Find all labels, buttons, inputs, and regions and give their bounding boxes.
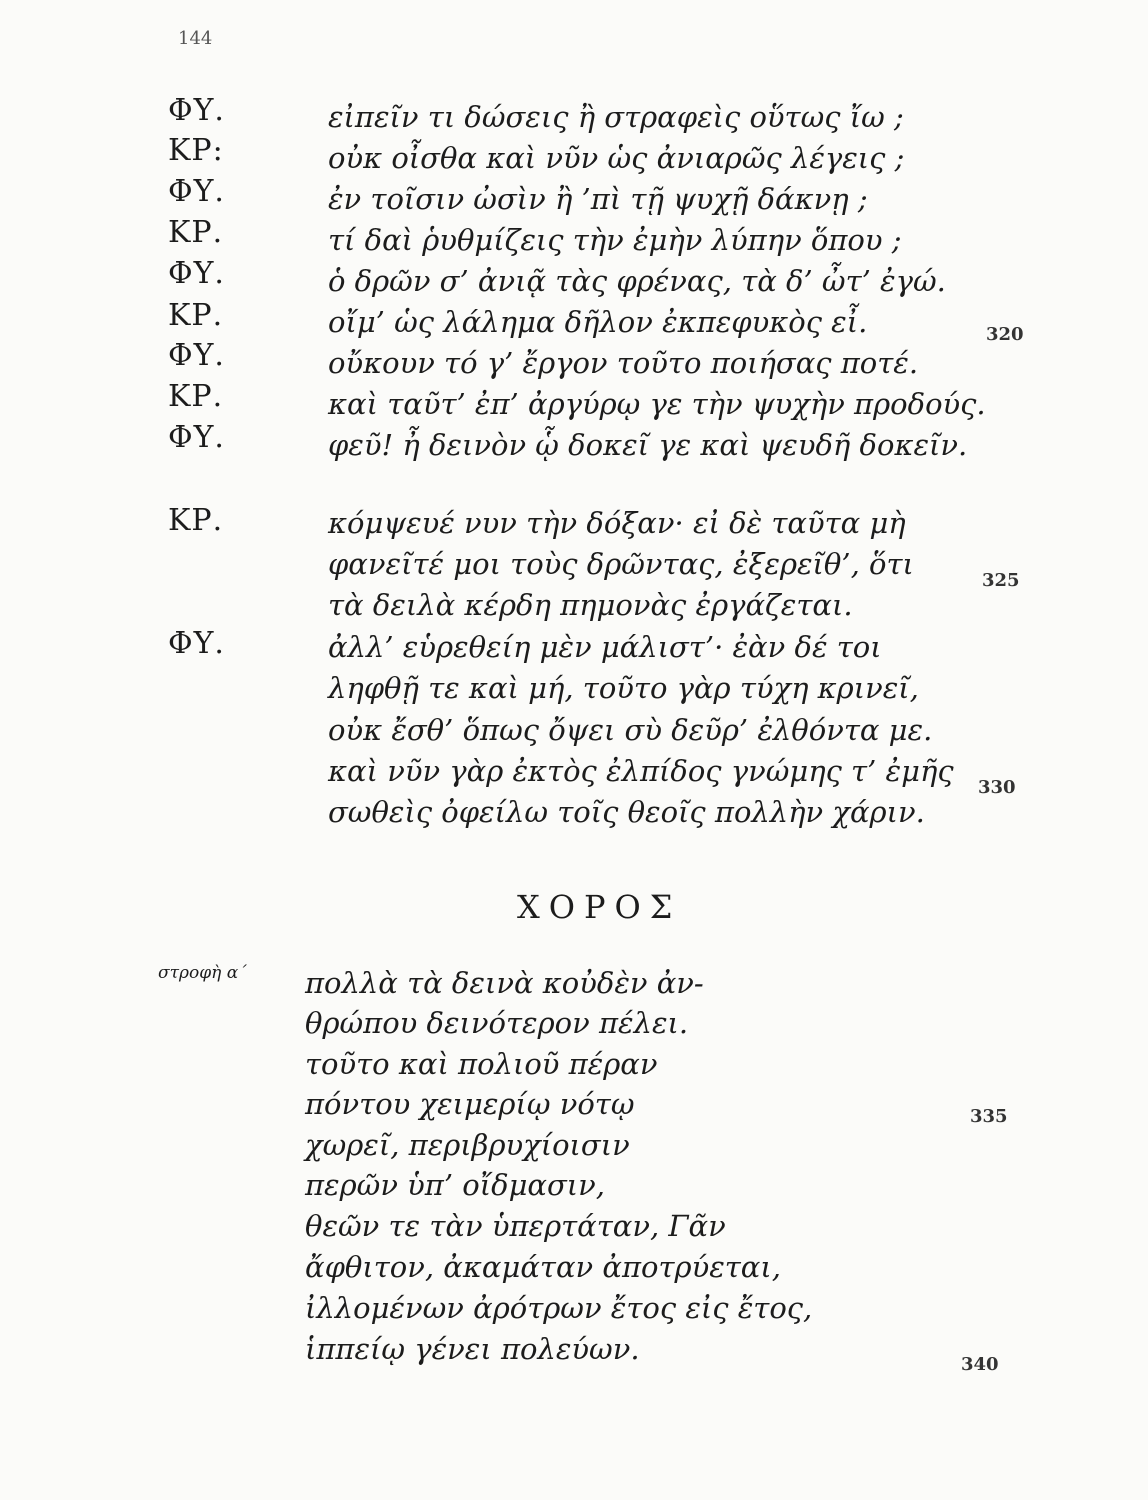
line-number: 330 (978, 777, 1016, 798)
speaker-label: ΚΡ: (168, 133, 224, 168)
chorus-line: θεῶν τε τὰν ὑπερτάταν, Γᾶν (305, 1209, 726, 1243)
chorus-line: ἄφθιτον, ἀκαμάταν ἀποτρύεται, (305, 1250, 781, 1284)
line-number: 325 (982, 570, 1020, 591)
verse-line: οἴμ’ ὡς λάλημα δῆλον ἐκπεφυκὸς εἶ. (328, 305, 868, 339)
line-number: 335 (970, 1106, 1008, 1127)
chorus-line: θρώπου δεινότερον πέλει. (305, 1006, 689, 1040)
page-number: 144 (178, 28, 213, 49)
verse-line: ληφθῇ τε καὶ μή, τοῦτο γὰρ τύχη κρινεῖ, (328, 671, 919, 705)
verse-line: καὶ ταῦτ’ ἐπ’ ἀργύρῳ γε τὴν ψυχὴν προδούς. (328, 387, 986, 421)
chorus-heading: ΧΟΡΟΣ (517, 888, 682, 926)
strophe-label: στροφὴ α΄ (158, 963, 247, 983)
chorus-line: ἰλλομένων ἀρότρων ἔτος εἰς ἔτος, (305, 1291, 813, 1325)
speaker-label: ΦΥ. (168, 256, 225, 291)
verse-line: εἰπεῖν τι δώσεις ἢ στραφεὶς οὕτως ἴω ; (328, 100, 904, 134)
verse-line: σωθεὶς ὀφείλω τοῖς θεοῖς πολλὴν χάριν. (328, 795, 925, 829)
verse-line: ἀλλ’ εὑρεθείη μὲν μάλιστ’· ἐὰν δέ τοι (328, 630, 882, 664)
speaker-label: ΚΡ. (168, 503, 224, 538)
speaker-label: ΚΡ. (168, 379, 224, 414)
verse-line: τὰ δειλὰ κέρδη πημονὰς ἐργάζεται. (328, 588, 853, 622)
verse-line: ἐν τοῖσιν ὠσὶν ἢ ’πὶ τῇ ψυχῇ δάκνῃ ; (328, 182, 868, 216)
verse-line: φεῦ! ἦ δεινὸν ᾧ δοκεῖ γε καὶ ψευδῆ δοκεῖν. (328, 428, 968, 462)
speaker-label: ΦΥ. (168, 338, 225, 373)
chorus-line: περῶν ὑπ’ οἴδμασιν, (305, 1168, 606, 1202)
chorus-line: χωρεῖ, περιβρυχίοισιν (305, 1128, 630, 1162)
speaker-label: ΦΥ. (168, 626, 225, 661)
verse-line: φανεῖτέ μοι τοὺς δρῶντας, ἐξερεῖθ’, ὅτι (328, 547, 914, 581)
chorus-line: πόντου χειμερίῳ νότῳ (305, 1087, 635, 1121)
verse-line: οὐκ οἶσθα καὶ νῦν ὡς ἀνιαρῶς λέγεις ; (328, 141, 905, 175)
verse-line: ὁ δρῶν σ’ ἀνιᾷ τὰς φρένας, τὰ δ’ ὦτ’ ἐγώ. (328, 264, 946, 298)
speaker-label: ΦΥ. (168, 420, 225, 455)
speaker-label: ΚΡ. (168, 298, 224, 333)
chorus-line: πολλὰ τὰ δεινὰ κοὐδὲν ἀν- (305, 966, 704, 1000)
line-number: 340 (961, 1354, 999, 1375)
chorus-line: ἱππείῳ γένει πολεύων. (305, 1332, 640, 1366)
verse-line: καὶ νῦν γὰρ ἐκτὸς ἐλπίδος γνώμης τ’ ἐμῆς (328, 754, 954, 788)
verse-line: οὐκ ἔσθ’ ὅπως ὄψει σὺ δεῦρ’ ἐλθόντα με. (328, 713, 933, 747)
line-number: 320 (986, 324, 1024, 345)
chorus-line: τοῦτο καὶ πολιοῦ πέραν (305, 1047, 658, 1081)
speaker-label: ΦΥ. (168, 174, 225, 209)
verse-line: τί δαὶ ῥυθμίζεις τὴν ἐμὴν λύπην ὅπου ; (328, 223, 902, 257)
verse-line: οὔκουν τό γ’ ἔργον τοῦτο ποιήσας ποτέ. (328, 346, 919, 380)
speaker-label: ΚΡ. (168, 215, 224, 250)
speaker-label: ΦΥ. (168, 93, 225, 128)
verse-line: κόμψευέ νυν τὴν δόξαν· εἰ δὲ ταῦτα μὴ (328, 506, 906, 540)
